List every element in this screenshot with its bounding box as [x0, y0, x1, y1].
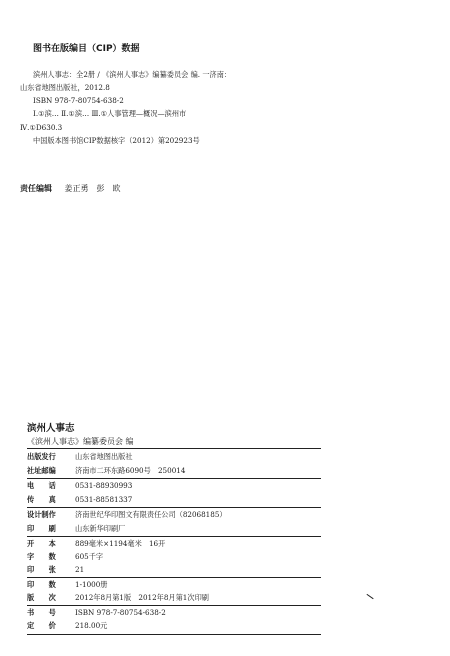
divider — [27, 478, 321, 479]
pub-key: 定 价 — [27, 621, 56, 630]
responsible-editor — [20, 183, 121, 194]
pub-value: 0531-88581337 — [75, 495, 133, 504]
pub-key: 印 刷 — [27, 524, 56, 533]
pub-value: 0531-88930993 — [75, 481, 133, 490]
cip-heading: 图书在版编目（CIP）数据 — [33, 44, 140, 54]
pub-key: 传 真 — [27, 495, 56, 504]
pub-row — [27, 551, 103, 562]
cip-line-3: ISBN 978-7-80754-638-2 — [33, 96, 124, 105]
pub-key: 印 张 — [27, 565, 56, 574]
pub-key: 电 话 — [27, 481, 56, 490]
stray-mark — [366, 594, 373, 600]
editor-names: 姜正勇 彭 欧 — [64, 184, 121, 193]
pub-row — [27, 620, 107, 631]
pub-value: 山东新华印刷厂 — [75, 524, 126, 533]
pub-row — [27, 538, 165, 549]
pub-key: 书 号 — [27, 608, 56, 617]
pub-value: 889毫米×1194毫米 16开 — [75, 539, 166, 548]
pub-key: 社址邮编 — [27, 466, 56, 475]
cip-line-1: 滨州人事志：全2册 / 《滨州人事志》编纂委员会 编. 一济南： — [33, 70, 232, 79]
cip-line-4: Ⅰ.①滨… Ⅱ.①滨… Ⅲ.①人事管理—概况—滨州市 — [33, 109, 187, 118]
pub-key: 出版发行 — [27, 452, 56, 461]
pub-value: 山东省地图出版社 — [75, 452, 133, 461]
pub-value: 济南世纪华印图文有限责任公司（82068185） — [75, 510, 227, 519]
divider — [27, 577, 321, 578]
cip-line-2: 山东省地图出版社，2012.8 — [20, 83, 110, 92]
pub-row — [27, 564, 84, 575]
pub-row — [27, 494, 132, 505]
pub-value: 21 — [75, 565, 85, 574]
pub-row — [27, 451, 133, 462]
pub-key: 版 次 — [27, 593, 56, 602]
pub-value: 济南市二环东路6090号 250014 — [75, 466, 186, 475]
pub-key: 开 本 — [27, 539, 56, 548]
book-author: 《滨州人事志》编纂委员会 编 — [27, 437, 134, 446]
pub-row — [27, 465, 185, 476]
pub-value: ISBN 978-7-80754-638-2 — [75, 608, 166, 617]
pub-row — [27, 592, 209, 603]
book-title: 滨州人事志 — [27, 423, 75, 434]
pub-value: 218.00元 — [75, 621, 108, 630]
pub-row — [27, 579, 107, 590]
cip-line-5: Ⅳ.①D630.3 — [20, 123, 63, 132]
pub-row — [27, 523, 125, 534]
pub-row — [27, 509, 227, 520]
pub-value: 2012年8月第1版 2012年8月第1次印刷 — [75, 593, 209, 602]
divider — [27, 605, 321, 606]
pub-row — [27, 480, 132, 491]
pub-key: 字 数 — [27, 552, 56, 561]
divider — [27, 507, 321, 508]
pub-key: 印 数 — [27, 580, 56, 589]
divider — [27, 536, 321, 537]
editor-label: 责任编辑 — [20, 184, 52, 193]
divider — [27, 634, 321, 635]
pub-value: 1-1000册 — [75, 580, 108, 589]
divider — [27, 448, 321, 449]
pub-value: 605千字 — [75, 552, 104, 561]
pub-row — [27, 607, 166, 618]
pub-key: 设计制作 — [27, 510, 56, 519]
cip-line-6: 中国版本图书馆CIP数据核字（2012）第202923号 — [33, 136, 200, 145]
